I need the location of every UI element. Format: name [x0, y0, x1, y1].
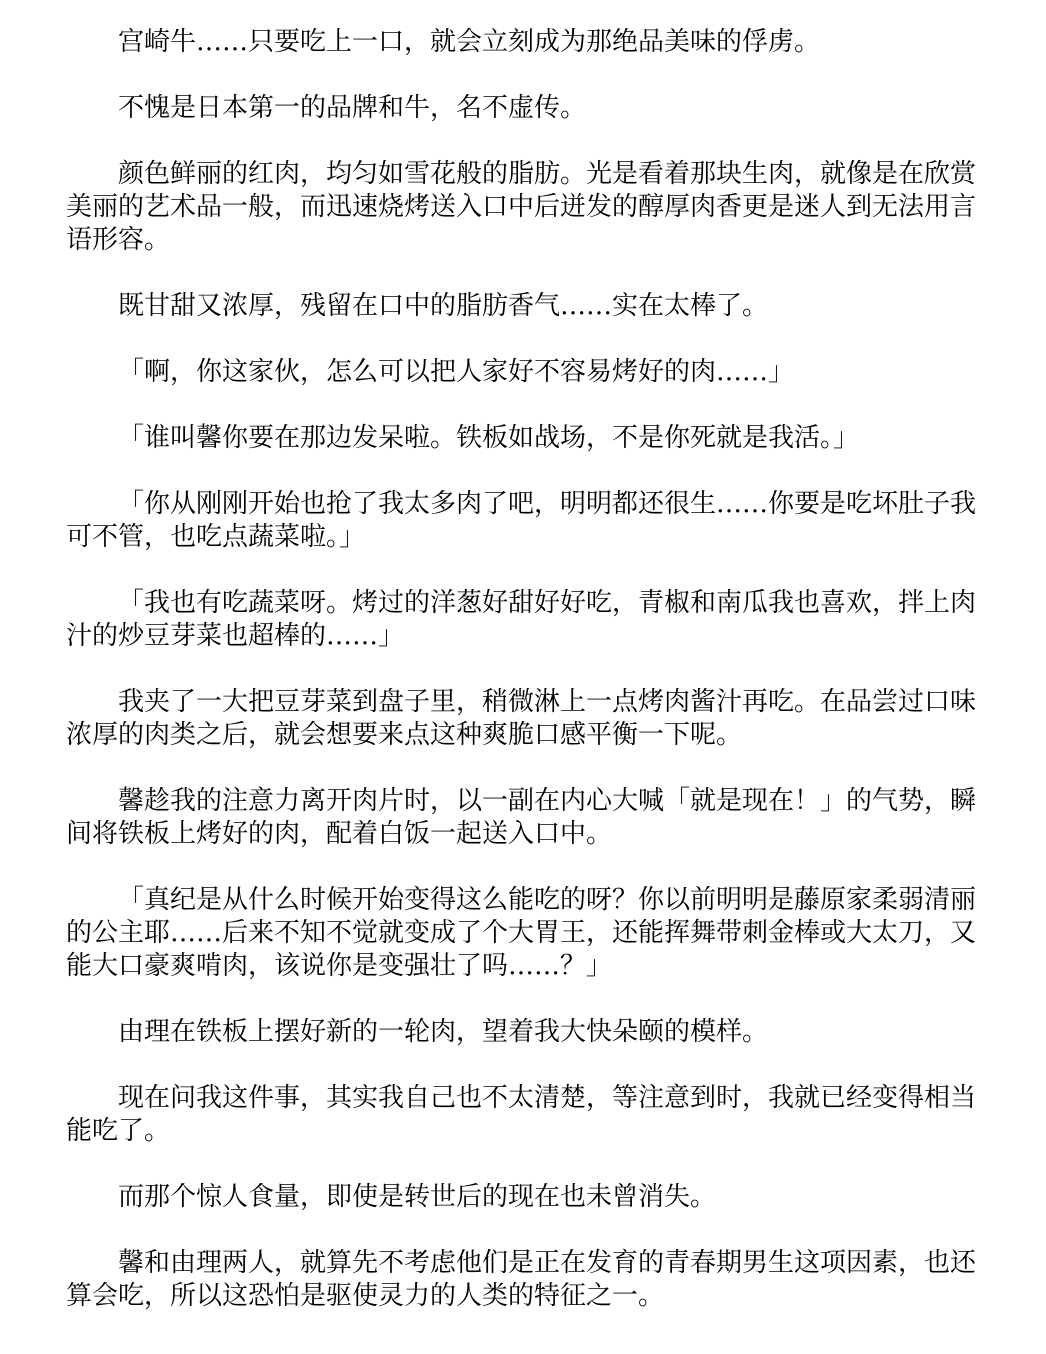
paragraph-8: 「我也有吃蔬菜呀。烤过的洋葱好甜好好吃，青椒和南瓜我也喜欢，拌上肉汁的炒豆芽菜也超棒的……」 [66, 588, 977, 651]
paragraph-6: 「谁叫馨你要在那边发呆啦。铁板如战场，不是你死就是我活。」 [118, 423, 860, 453]
paragraph-12: 由理在铁板上摆好新的一轮肉，望着我大快朵颐的模样。 [118, 1017, 769, 1047]
paragraph-1: 宫崎牛……只要吃上一口，就会立刻成为那绝品美味的俘虏。 [118, 27, 821, 57]
paragraph-7: 「你从刚刚开始也抢了我太多肉了吧，明明都还很生……你要是吃坏肚子我可不管，也吃点蔬菜啦。」 [66, 489, 977, 552]
paragraph-5: 「啊，你这家伙，怎么可以把人家好不容易烤好的肉……」 [118, 357, 795, 387]
paragraph-9: 我夹了一大把豆芽菜到盘子里，稍微淋上一点烤肉酱汁再吃。在品尝过口味浓厚的肉类之后，就会想要来点这种爽脆口感平衡一下呢。 [66, 687, 977, 750]
paragraph-3: 颜色鲜丽的红肉，均匀如雪花般的脂肪。光是看着那块生肉，就像是在欣赏美丽的艺术品一般，而迅速烧烤送入口中后迸发的醇厚肉香更是迷人到无法用言语形容。 [66, 159, 977, 255]
paragraph-14: 而那个惊人食量，即使是转世后的现在也未曾消失。 [118, 1182, 717, 1212]
paragraph-10: 馨趁我的注意力离开肉片时，以一副在内心大喊「就是现在！」的气势，瞬间将铁板上烤好的肉，配着白饭一起送入口中。 [66, 786, 977, 849]
paragraph-2: 不愧是日本第一的品牌和牛，名不虚传。 [118, 93, 587, 123]
paragraph-15: 馨和由理两人，就算先不考虑他们是正在发育的青春期男生这项因素，也还算会吃，所以这恐怕是驱使灵力的人类的特征之一。 [66, 1248, 977, 1311]
paragraph-13: 现在问我这件事，其实我自己也不太清楚，等注意到时，我就已经变得相当能吃了。 [66, 1083, 977, 1146]
paragraph-11: 「真纪是从什么时候开始变得这么能吃的呀？你以前明明是藤原家柔弱清丽的公主耶……后来不知不觉就变成了个大胃王，还能挥舞带刺金棒或大太刀，又能大口豪爽啃肉，该说你是变强壮了吗……？」 [66, 885, 977, 981]
novel-page [66, 26, 976, 1313]
paragraph-4: 既甘甜又浓厚，残留在口中的脂肪香气……实在太棒了。 [118, 291, 769, 321]
